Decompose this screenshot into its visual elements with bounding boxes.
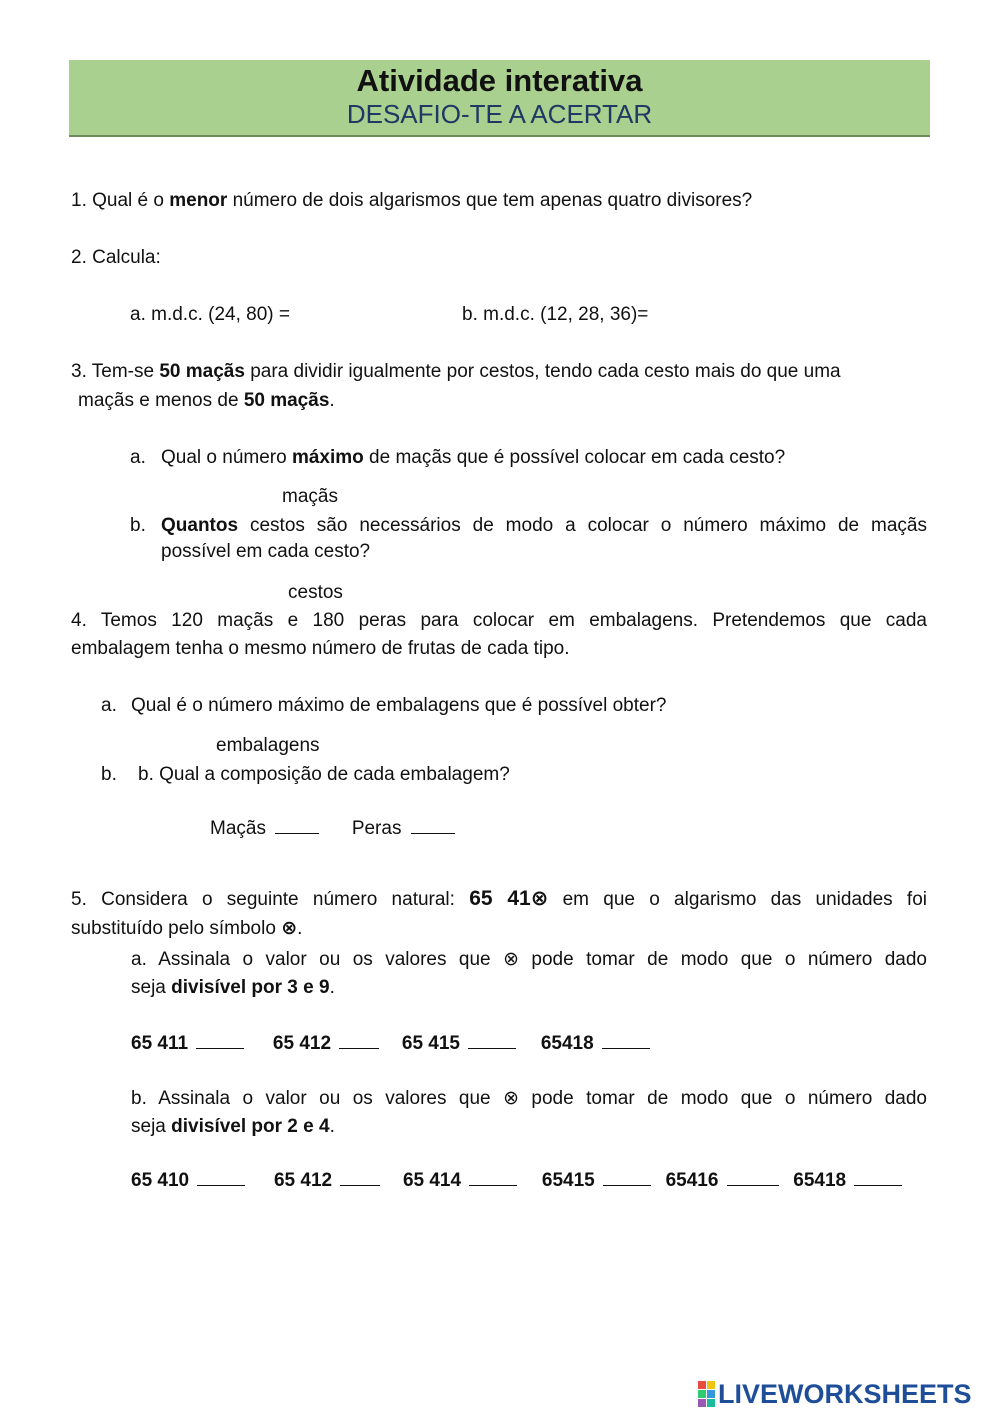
title-banner: [69, 60, 930, 137]
option-5b-2-input[interactable]: [340, 1169, 380, 1186]
option-5a-1-input[interactable]: [196, 1032, 244, 1049]
answer-2b-input[interactable]: [680, 300, 800, 326]
option-5a-3-input[interactable]: [468, 1032, 516, 1049]
question-1: 1. Qual é o menor número de dois algarismos que tem apenas quatro divisores?: [71, 190, 753, 211]
answer-3a-unit: maçãs: [282, 486, 338, 507]
option-5a-4-input[interactable]: [602, 1032, 650, 1049]
option-5a-1: 65 411: [131, 1033, 189, 1054]
answer-3b-input[interactable]: [205, 578, 285, 604]
question-3a-label: a.: [130, 447, 146, 468]
question-4a: Qual é o número máximo de embalagens que é possível obter?: [131, 695, 667, 716]
answer-3a-input[interactable]: [200, 482, 278, 508]
option-5b-3: 65 414: [402, 1170, 462, 1191]
answer-4a-input[interactable]: [135, 731, 213, 757]
question-3-line2: maçãs e menos de 50 maçãs.: [78, 390, 335, 411]
answer-2a-input[interactable]: [316, 300, 436, 326]
question-4-line1: 4. Temos 120 maçãs e 180 peras para colocar em embalagens. Pretendemos que cada: [71, 610, 927, 631]
apples-label: Maçãs: [210, 818, 266, 839]
option-5a-3: 65 415: [401, 1033, 461, 1054]
option-5b-1-input[interactable]: [197, 1169, 245, 1186]
option-5b-6: 65418: [793, 1170, 847, 1191]
question-5a-line2: seja divisível por 3 e 9.: [131, 977, 335, 998]
question-3b-line1: Quantos cestos são necessários de modo a colocar o número máximo de maçãs: [161, 515, 927, 536]
answer-4b-row: [210, 817, 455, 840]
answer-4a-unit: embalagens: [216, 735, 320, 756]
question-5-line1: 5. Considera o seguinte número natural: 65 41⊗ em que o algarismo das unidades foi: [71, 887, 927, 910]
option-5a-2: 65 412: [272, 1033, 332, 1054]
question-2-label: 2. Calcula:: [71, 247, 161, 268]
question-3b-line2: possível em cada cesto?: [161, 541, 371, 562]
option-5b-1: 65 410: [131, 1170, 190, 1191]
option-5a-2-input[interactable]: [339, 1032, 379, 1049]
question-3a: Qual o número máximo de maçãs que é possível colocar em cada cesto?: [161, 447, 786, 468]
option-5a-4: 65418: [540, 1033, 594, 1054]
question-5a-line1: a. Assinala o valor ou os valores que ⊗ pode tomar de modo que o número dado: [131, 949, 927, 970]
option-5b-4-input[interactable]: [603, 1169, 651, 1186]
question-3b-label: b.: [130, 515, 146, 536]
question-5b-options: [131, 1169, 902, 1192]
question-3-line1: 3. Tem-se 50 maçãs para dividir igualmente por cestos, tendo cada cesto mais do que uma: [71, 361, 841, 382]
answer-3b-unit: cestos: [288, 582, 343, 603]
question-5a-options: [131, 1032, 650, 1055]
number-with-symbol: 65 41⊗: [469, 887, 549, 910]
question-4-line2: embalagem tenha o mesmo número de frutas de cada tipo.: [71, 638, 570, 659]
logo-mark-icon: [698, 1381, 715, 1407]
page-title: Atividade interativa: [356, 63, 643, 98]
question-4b: b. Qual a composição de cada embalagem?: [138, 764, 510, 785]
page-subtitle: DESAFIO-TE A ACERTAR: [346, 99, 653, 129]
option-5b-6-input[interactable]: [854, 1169, 902, 1186]
apples-input[interactable]: [275, 817, 319, 834]
liveworksheets-logo: [698, 1378, 972, 1410]
pears-label: Peras: [351, 818, 402, 839]
pears-input[interactable]: [411, 817, 455, 834]
question-5-line2: substituído pelo símbolo ⊗.: [71, 918, 303, 939]
question-2b: b. m.d.c. (12, 28, 36)=: [462, 304, 649, 325]
question-4a-label: a.: [101, 695, 117, 716]
logo-text: LIVEWORKSHEETS: [718, 1378, 972, 1409]
option-5b-3-input[interactable]: [469, 1169, 517, 1186]
option-5b-5-input[interactable]: [727, 1169, 779, 1186]
option-5b-4: 65415: [541, 1170, 595, 1191]
question-2a: a. m.d.c. (24, 80) =: [130, 304, 290, 325]
question-5b-line2: seja divisível por 2 e 4.: [131, 1116, 335, 1137]
question-4b-label: b.: [101, 764, 117, 785]
option-5b-2: 65 412: [273, 1170, 333, 1191]
question-5b-line1: b. Assinala o valor ou os valores que ⊗ pode tomar de modo que o número dado: [131, 1088, 927, 1109]
option-5b-5: 65416: [665, 1170, 719, 1191]
circle-times-symbol: ⊗: [281, 918, 298, 939]
